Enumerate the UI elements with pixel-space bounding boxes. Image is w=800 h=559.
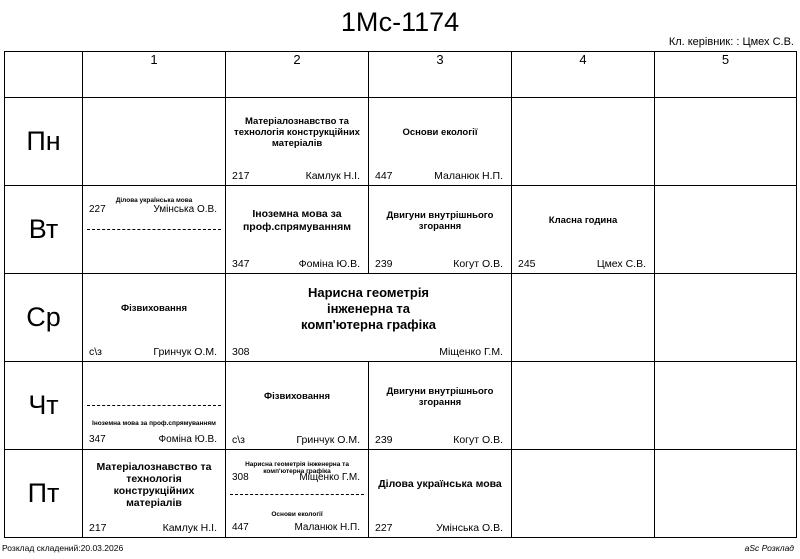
empty-cell (83, 98, 226, 186)
footer-brand: aSc Розклад (744, 543, 794, 553)
lesson-subject: Іноземна мова за проф.спрямуванням (242, 207, 352, 233)
period-header: 4 (512, 52, 655, 98)
lesson-teacher: Когут О.В. (453, 434, 503, 446)
lesson-room: 347 (89, 434, 106, 445)
lesson-teacher: Міщенко Г.М. (439, 346, 503, 358)
lesson-subject: Іноземна мова за проф.спрямуванням (92, 419, 216, 427)
lesson-room: 308 (232, 346, 250, 358)
empty-cell (655, 362, 797, 450)
lesson-teacher: Умінська О.В. (436, 522, 503, 534)
lesson-subject: Ділова українська мова (115, 197, 193, 205)
lesson-cell (226, 98, 369, 186)
split-divider (87, 229, 221, 230)
lesson-subject: Класна година (548, 215, 618, 226)
empty-cell (655, 450, 797, 538)
lesson-subject: Матеріалознавство та технологія конструкційних матеріалів (234, 116, 360, 149)
lesson-cell (369, 186, 512, 274)
empty-cell (512, 274, 655, 362)
lesson-subject: Ділова українська мова (378, 478, 502, 490)
lesson-teacher: Когут О.В. (453, 258, 503, 270)
lesson-room: 347 (232, 258, 250, 270)
empty-cell (655, 98, 797, 186)
lesson-teacher: Міщенко Г.М. (299, 472, 360, 483)
lesson-room: 239 (375, 434, 393, 446)
lesson-teacher: Камлук Н.І. (162, 522, 217, 534)
lesson-teacher: Фоміна Ю.В. (158, 434, 217, 445)
lesson-teacher: Гринчук О.М. (296, 434, 360, 446)
lesson-room: с\з (89, 346, 102, 358)
header-row (5, 52, 797, 98)
empty-cell (655, 186, 797, 274)
lesson-subject: Основи екології (271, 510, 323, 518)
lesson-cell (369, 98, 512, 186)
lesson-room: 245 (518, 258, 536, 270)
split-lesson-cell (226, 450, 369, 538)
day-row-wed (5, 274, 797, 362)
day-row-fri (5, 450, 797, 538)
lesson-cell (369, 362, 512, 450)
lesson-room: 239 (375, 258, 393, 270)
lesson-teacher: Цмех С.В. (596, 258, 646, 270)
split-lesson-cell (83, 186, 226, 274)
lesson-cell (369, 450, 512, 538)
lesson-teacher: Гринчук О.М. (153, 346, 217, 358)
lesson-teacher: Камлук Н.І. (305, 170, 360, 182)
lesson-subject: Двигуни внутрішнього згорання (386, 385, 494, 408)
lesson-teacher: Умінська О.В. (153, 204, 217, 215)
lesson-subject: Фізвиховання (263, 391, 331, 402)
page-title: 1Мс-1174 (340, 7, 460, 37)
empty-cell (655, 274, 797, 362)
day-label: Пт (5, 450, 83, 538)
footer-created-date: Розклад складений:20.03.2026 (2, 543, 124, 553)
day-row-tue (5, 186, 797, 274)
empty-cell (512, 450, 655, 538)
day-label: Вт (5, 186, 83, 274)
day-row-mon (5, 98, 797, 186)
period-header: 1 (83, 52, 226, 98)
day-row-thu (5, 362, 797, 450)
day-label: Ср (5, 274, 83, 362)
lesson-cell (83, 450, 226, 538)
lesson-room: 227 (89, 204, 106, 215)
lesson-room: 308 (232, 472, 249, 483)
day-label: Чт (5, 362, 83, 450)
lesson-room: 447 (375, 170, 393, 182)
lesson-teacher: Маланюк Н.П. (434, 170, 503, 182)
lesson-subject: Фізвиховання (120, 303, 188, 314)
period-header: 5 (655, 52, 797, 98)
split-lesson-cell (83, 362, 226, 450)
lesson-cell-double (226, 274, 512, 362)
lesson-room: с\з (232, 434, 245, 446)
lesson-room: 447 (232, 522, 249, 533)
lesson-subject: Основи екології (402, 127, 478, 138)
class-teacher-label: Кл. керівник: : Цмех С.В. (668, 36, 794, 48)
lesson-room: 217 (89, 522, 107, 534)
empty-cell (512, 362, 655, 450)
lesson-subject: Матеріалознавство та технологія конструкційних матеріалів (96, 460, 212, 509)
timetable-grid (4, 51, 797, 538)
lesson-room: 217 (232, 170, 250, 182)
lesson-subject: Нарисна геометрія інженерна та комп'ютерна графіка (245, 460, 349, 475)
empty-cell (512, 98, 655, 186)
lesson-cell (226, 362, 369, 450)
lesson-cell (512, 186, 655, 274)
corner-cell (5, 52, 83, 98)
day-label: Пн (5, 98, 83, 186)
lesson-room: 227 (375, 522, 393, 534)
period-header: 3 (369, 52, 512, 98)
lesson-subject: Двигуни внутрішнього згорання (386, 209, 494, 232)
lesson-teacher: Фоміна Ю.В. (298, 258, 360, 270)
lesson-subject: Нарисна геометрія інженерна та комп'ютерна графіка (301, 284, 436, 332)
lesson-teacher: Маланюк Н.П. (294, 522, 360, 533)
period-header: 2 (226, 52, 369, 98)
lesson-cell (226, 186, 369, 274)
lesson-cell (83, 274, 226, 362)
